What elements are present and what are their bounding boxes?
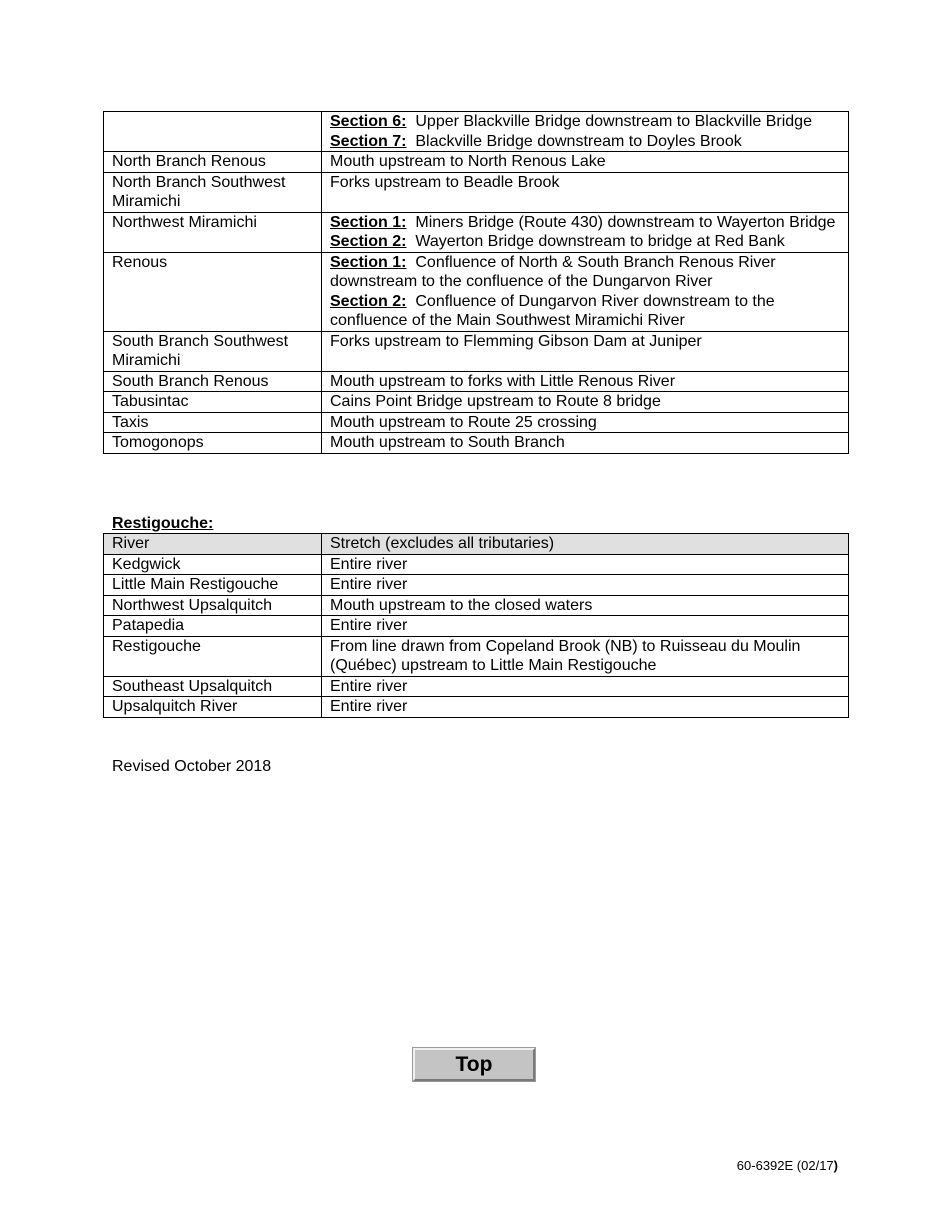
table-row bbox=[104, 331, 849, 371]
section-label: Section 1: bbox=[330, 253, 407, 271]
section-text: Wayerton Bridge downstream to bridge at Red Bank bbox=[415, 233, 785, 250]
stretch-cell: Mouth upstream to Route 25 crossing bbox=[322, 412, 849, 433]
stretch-cell: From line drawn from Copeland Brook (NB) to Ruisseau du Moulin (Québec) upstream to Little Main Restigouche bbox=[322, 636, 849, 676]
river-cell: North Branch Southwest Miramichi bbox=[104, 172, 322, 212]
stretch-cell: Forks upstream to Beadle Brook bbox=[322, 172, 849, 212]
form-code bbox=[737, 1158, 838, 1174]
river-cell: Little Main Restigouche bbox=[104, 575, 322, 596]
river-cell: Patapedia bbox=[104, 616, 322, 637]
section-text: Confluence of Dungarvon River downstream to the confluence of the Main Southwest Miramichi River bbox=[330, 292, 775, 329]
section-text: Confluence of North & South Branch Renous River downstream to the confluence of the Dungarvon River bbox=[330, 253, 776, 290]
table-row bbox=[104, 212, 849, 252]
river-cell: Kedgwick bbox=[104, 554, 322, 575]
stretch-cell: Cains Point Bridge upstream to Route 8 bridge bbox=[322, 392, 849, 413]
section-text: Miners Bridge (Route 430) downstream to Wayerton Bridge bbox=[415, 213, 836, 231]
stretch-cell: Entire river bbox=[322, 575, 849, 596]
table-row bbox=[104, 412, 849, 433]
section-label: Section 2: bbox=[330, 233, 407, 250]
restigouche-heading: Restigouche: bbox=[112, 515, 214, 532]
table-row bbox=[104, 676, 849, 697]
river-cell: Restigouche bbox=[104, 636, 322, 676]
stretch-cell: Mouth upstream to the closed waters bbox=[322, 595, 849, 616]
river-cell: Southeast Upsalquitch bbox=[104, 676, 322, 697]
table-row bbox=[104, 697, 849, 718]
section-label: Section 1: bbox=[330, 213, 407, 231]
section-text: Blackville Bridge downstream to Doyles Brook bbox=[415, 132, 742, 150]
river-cell: Tomogonops bbox=[104, 433, 322, 454]
river-cell: North Branch Renous bbox=[104, 152, 322, 173]
stretch-cell: Mouth upstream to forks with Little Renous River bbox=[322, 371, 849, 392]
table-row bbox=[104, 172, 849, 212]
table-row bbox=[104, 554, 849, 575]
stretch-cell: Entire river bbox=[322, 676, 849, 697]
river-cell: Northwest Miramichi bbox=[104, 212, 322, 252]
river-cell bbox=[104, 112, 322, 152]
stretch-cell: Mouth upstream to South Branch bbox=[322, 433, 849, 454]
river-column-header: River bbox=[104, 534, 322, 555]
stretch-cell bbox=[322, 112, 849, 152]
table-row bbox=[104, 575, 849, 596]
top-button[interactable]: Top bbox=[413, 1048, 535, 1081]
river-cell: South Branch Southwest Miramichi bbox=[104, 331, 322, 371]
section-label: Section 6: bbox=[330, 113, 407, 130]
table-row bbox=[104, 152, 849, 173]
stretch-cell: Entire river bbox=[322, 697, 849, 718]
river-cell: Taxis bbox=[104, 412, 322, 433]
table-row bbox=[104, 112, 849, 152]
stretch-cell bbox=[322, 252, 849, 331]
table-row bbox=[104, 433, 849, 454]
section-label: Section 7: bbox=[330, 132, 407, 150]
river-cell: South Branch Renous bbox=[104, 371, 322, 392]
section-label: Section 2: bbox=[330, 292, 407, 310]
stretch-cell: Entire river bbox=[322, 554, 849, 575]
table-row bbox=[104, 252, 849, 331]
form-code-text: 60-6392E (02/17 bbox=[736, 1158, 834, 1173]
table-row bbox=[104, 595, 849, 616]
table-row bbox=[104, 392, 849, 413]
stretch-cell bbox=[322, 212, 849, 252]
table-row bbox=[104, 371, 849, 392]
revised-date-note: Revised October 2018 bbox=[112, 758, 272, 775]
stretch-cell: Forks upstream to Flemming Gibson Dam at Juniper bbox=[322, 331, 849, 371]
section-text: Upper Blackville Bridge downstream to Blackville Bridge bbox=[415, 113, 812, 130]
stretch-cell: Entire river bbox=[322, 616, 849, 637]
river-cell: Northwest Upsalquitch bbox=[104, 595, 322, 616]
stretch-column-header: Stretch (excludes all tributaries) bbox=[322, 534, 849, 555]
restigouche-rivers-table bbox=[103, 533, 849, 718]
stretch-cell: Mouth upstream to North Renous Lake bbox=[322, 152, 849, 173]
river-cell: Tabusintac bbox=[104, 392, 322, 413]
table-row bbox=[104, 636, 849, 676]
table-header-row bbox=[104, 534, 849, 555]
table-row bbox=[104, 616, 849, 637]
form-code-closing: ) bbox=[833, 1158, 838, 1173]
river-cell: Upsalquitch River bbox=[104, 697, 322, 718]
miramichi-rivers-table bbox=[103, 111, 849, 454]
river-cell: Renous bbox=[104, 252, 322, 331]
